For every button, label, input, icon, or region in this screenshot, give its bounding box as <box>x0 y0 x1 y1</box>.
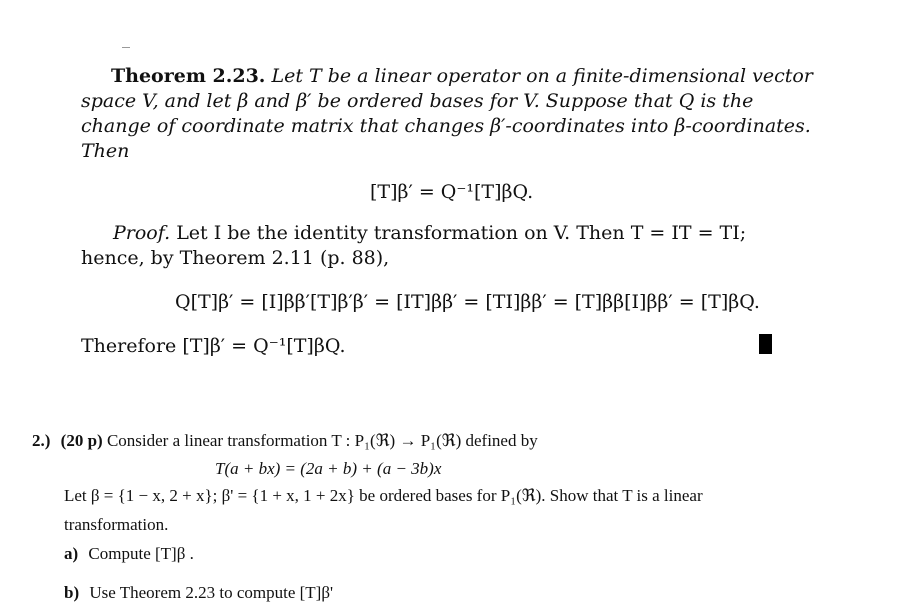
theorem-label: Theorem 2.23. <box>111 65 266 87</box>
theorem-text-1: Let T be a linear operator on a finite-dimensional vector <box>271 65 813 87</box>
problem-definition: T(a + bx) = (2a + b) + (a − 3b)x <box>215 459 442 478</box>
problem-bases: Let β = {1 − x, 2 + x}; β' = {1 + x, 1 + 2x} be ordered bases for P₁(ℜ). Show that T is a linear <box>64 486 703 505</box>
theorem-line-3: change of coordinate matrix that changes β′-coordinates into β-coordinates. <box>81 115 811 137</box>
proof-equation: Q[T]β′ = [I]ββ′[T]β′β′ = [IT]ββ′ = [TI]ββ′ = [T]ββ[I]ββ′ = [T]βQ. <box>175 291 760 313</box>
part-b-label: b) <box>64 583 80 602</box>
proof-conclusion: Therefore [T]β′ = Q⁻¹[T]βQ. <box>81 335 346 357</box>
theorem-line-1 <box>111 64 813 89</box>
theorem-line-4: Then <box>81 140 130 162</box>
page-mark <box>122 47 130 48</box>
part-a <box>64 544 194 564</box>
theorem-line-2: space V, and let β and β′ be ordered bases for V. Suppose that Q is the <box>81 90 754 112</box>
problem-points: (20 p) <box>60 431 103 450</box>
part-b-text: Use Theorem 2.23 to compute [T]β' <box>89 583 334 602</box>
problem-intro: Consider a linear transformation T : P₁(ℜ) → P₁(ℜ) defined by <box>106 431 538 450</box>
problem-bases-cont: transformation. <box>64 515 169 534</box>
proof-line-1 <box>113 221 746 246</box>
proof-line-2: hence, by Theorem 2.11 (p. 88), <box>81 247 390 269</box>
proof-text-1: Let I be the identity transformation on V. Then T = IT = TI; <box>176 222 747 244</box>
part-b <box>64 583 333 603</box>
problem-number: 2.) <box>32 431 51 450</box>
part-a-text: Compute [T]β . <box>88 544 194 563</box>
problem-line-1 <box>32 431 538 451</box>
proof-label: Proof. <box>113 222 171 244</box>
part-a-label: a) <box>64 544 79 563</box>
theorem-equation: [T]β′ = Q⁻¹[T]βQ. <box>370 181 534 203</box>
qed-square <box>759 334 772 354</box>
